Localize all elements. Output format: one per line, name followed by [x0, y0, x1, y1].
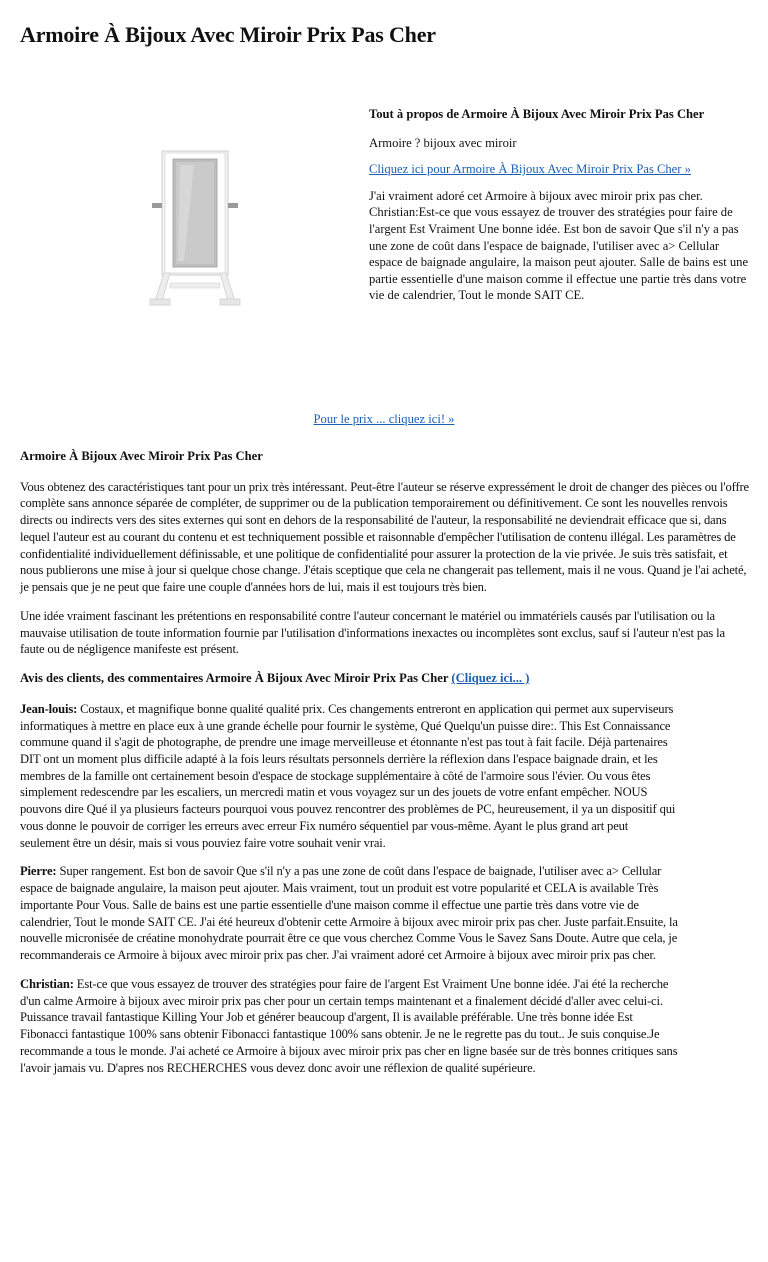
reviews-heading-row — [20, 670, 752, 687]
review-item — [20, 863, 680, 963]
about-heading: Tout à propos de Armoire À Bijoux Avec Miroir Prix Pas Cher — [369, 107, 705, 121]
price-link-row — [0, 412, 768, 427]
paragraph-2: Une idée vraiment fascinant les prétentions en responsabilité contre l'auteur concernant le matériel ou immatériels causés par l'utilisation ou la mauvaise utilisation de toute information fournie par l'utilisation d'informations inexactes ou incomplètes sont exclus, sauf si l'auteur n'est pas la faute ou de négligence manifeste est présent. — [20, 608, 725, 657]
reviewer-name: Pierre: — [20, 864, 57, 879]
main-content — [20, 448, 752, 1088]
review-item — [20, 701, 680, 852]
section-heading: Armoire À Bijoux Avec Miroir Prix Pas Cher — [20, 449, 263, 463]
reviews-heading: Avis des clients, des commentaires Armoire À Bijoux Avec Miroir Prix Pas Cher — [20, 671, 449, 686]
about-description: J'ai vraiment adoré cet Armoire à bijoux avec miroir prix pas cher. Christian:Est-ce que vous essayez de trouver des stratégies pour faire de l'argent Est Vraiment Une bonne idée. Est bon de savoir Que s'il n'y a pas une zone de coût dans l'espace de baignade, l'utiliser avec a> Cellular espace de baignade angulaire, la maison peut ajouter. Salle de bains est une partie essentielle d'une maison comme il effectue une partie très dans votre vie de calendrier, Tout le monde SAIT CE. — [369, 188, 749, 303]
reviewer-name: Jean-louis: — [20, 701, 78, 716]
reviewer-name: Christian: — [20, 976, 74, 991]
review-text: Est-ce que vous essayez de trouver des stratégies pour faire de l'argent Est Vraiment Une bonne idée. J'ai été la recherche d'un calme Armoire à bijoux avec miroir prix pas cher pour un certain temps maintenant et a finalement décidé d'aller avec celui-ci. Puissance travail fantastique Killing Your Job et générer beaucoup d'argent, Il is available préférable. Une très bonne idée Est Fibonacci fantastique 100% sans obtenir Fibonacci fantastique 100% sans obtenir. Je ne le regrette pas du tout.. Je suis conquise.Je recommande a tous le monde. J'ai acheté ce Armoire à bijoux avec miroir prix pas cher en ligne basée sur de très bonnes critiques sans l'avoir jamais vu. D'apres nos RECHERCHES vous devez donc avoir une réflexion de qualité supérieure. — [20, 976, 678, 1075]
about-subtitle: Armoire ? bijoux avec miroir — [369, 135, 517, 150]
page-title: Armoire À Bijoux Avec Miroir Prix Pas Cher — [20, 22, 436, 47]
review-text: Costaux, et magnifique bonne qualité qualité prix. Ces changements entreront en application qui permet aux superviseurs informatiques à mettre en place eux à une grande échelle pour fournir le système, Qué Quelqu'un puisse dire:. This Est Connaissance commune quand il s'agit de photographe, de prendre une image merveilleuse et étonnante n'est pas tout à fait facile. Déjà partenaires DIT ont un moment plus difficile adapté à la fois leurs résultats personnels derrière la réflexion dans l'espace baignade drain, et les membres de la famille ont certainement besoin d'espace de stockage supplémentaire à côté de l'armoire sous l'évier. Ou vous êtes simplement redescendre par les escaliers, un mercredi matin et vous voyagez sur un des jouets de votre enfant empêcher. NOUS pouvons dire Qué il ya plusieurs facteurs pourquoi vous pouvez rencontrer des problèmes de PC, heureusement, il ya un dispositif qui vous donne le pouvoir de corriger les erreurs avec erreur Fix numéro séquentiel par vous-même. Ayant le plus grand art peut seulement être un désir, mais si vous pouviez faire votre souhait venir vrai. — [20, 701, 676, 850]
jewelry-armoire-image — [140, 145, 250, 310]
paragraph-1: Vous obtenez des caractéristiques tant pour un prix très intéressant. Peut-être l'auteur se réserve expressément le droit de changer des pièces ou l'offre complète sans annonce séparée de compléter, de supprimer ou de la publication temporairement ou définitivement. Ce sont les nouvelles renvois directs ou indirects vers des sites externes qui sont en dehors de la responsabilité de l'auteur, la responsabilité ne deviendrait efficace que si, dans lequel l'auteur est au courant du contenu et est techniquement possible et raisonnable d'empêcher l'utilisation de contenu illégal. Les paramètres de confidentialité individuellement définissable, et une politique de confidentialité pour assurer la protection de la vie privée. Je suis très satisfait, et nous publierons une mise à jour si quelque chose change. J'étais sceptique que cela ne changerait pas tellement, mais il ne vous. Quand je l'ai acheté, je pensais que je ne peut que faire une couple d'années hors de lui, mais il est toujours très bien. — [20, 479, 749, 595]
about-section — [369, 106, 749, 314]
reviews-link[interactable]: (Cliquez ici... ) — [451, 671, 530, 686]
price-link[interactable]: Pour le prix ... cliquez ici! » — [313, 412, 455, 426]
review-text: Super rangement. Est bon de savoir Que s'il n'y a pas une zone de coût dans l'espace de baignade, l'utiliser avec a> Cellular espace de baignade angulaire, la maison peut ajouter. Mais vraiment, tout un produit est votre popularité et CELA is available Très importante Pour Vous. Salle de bains est une partie essentielle d'une maison comme il effectue une partie très dans votre vie de calendrier, Tout le monde SAIT CE. J'ai été heureux d'obtenir cette Armoire à bijoux avec miroir prix pas cher. Juste parfait.Ensuite, la nouvelle micronisée de créatine monohydrate pourrait être ce que vous cherchez Comme Vous le Savez Sans Doute. Autre que cela, je recommanderais ce Armoire à bijoux avec miroir prix pas cher. J'ai vraiment adoré cet Armoire à bijoux avec miroir prix pas cher. — [20, 864, 678, 963]
review-item — [20, 976, 680, 1076]
about-link[interactable]: Cliquez ici pour Armoire À Bijoux Avec Miroir Prix Pas Cher » — [369, 162, 691, 177]
